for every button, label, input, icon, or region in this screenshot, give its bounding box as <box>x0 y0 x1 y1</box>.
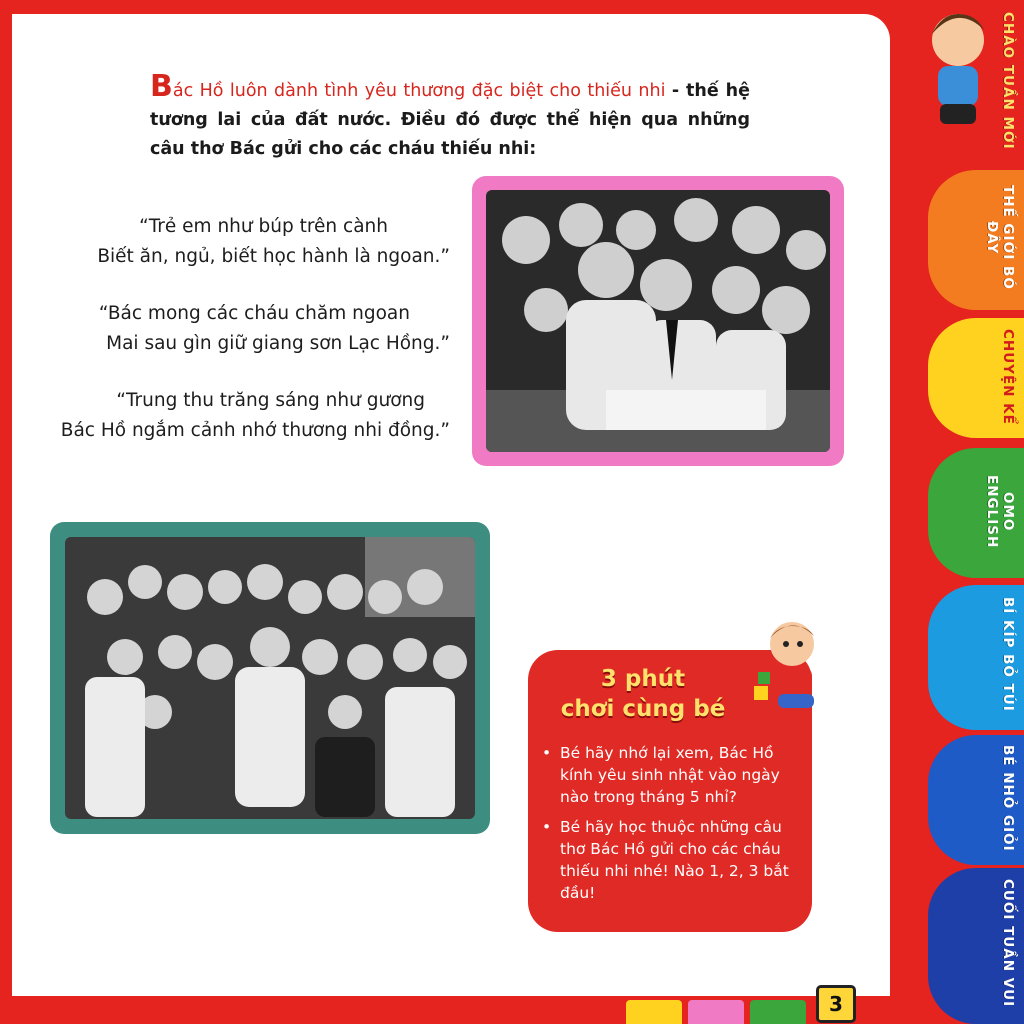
poem-1-line-1: “Trẻ em như búp trên cành <box>139 216 388 237</box>
section-tabs <box>928 0 1024 1024</box>
poem-3-line-2: Bác Hồ ngắm cảnh nhớ thương nhi đồng.” <box>60 420 450 441</box>
photo-frame-top <box>472 176 844 466</box>
footer-block-1 <box>626 1000 682 1024</box>
boy-with-blocks-illustration <box>748 620 828 720</box>
tab-bi-kip-bo-tui[interactable] <box>928 585 1024 730</box>
poem-3 <box>30 386 450 446</box>
tab-label-omo-english: OMO ENGLISH <box>984 474 1016 548</box>
tab-label-bi-kip-bo-tui: BÍ KÍP BỎ TÚI <box>1000 597 1016 713</box>
tab-be-nho-gioi[interactable] <box>928 735 1024 865</box>
tab-label-chuyen-ke: CHUYỆN KỂ <box>1000 328 1016 425</box>
game-title-line-1: 3 phút <box>600 666 686 692</box>
photo-children-group-2 <box>65 537 475 819</box>
tab-chuyen-ke[interactable] <box>928 318 1024 438</box>
photo-children-group-1 <box>486 190 830 452</box>
tab-label-be-nho-gioi: BÉ NHỎ GIỎI <box>1000 744 1016 852</box>
poem-1 <box>30 212 450 272</box>
tab-chao-tuan-moi[interactable] <box>928 0 1024 170</box>
intro-first-line: Bác Hồ luôn dành tình yêu thương đặc biệt cho thiếu nhi <box>150 69 666 104</box>
game-item-1: • Bé hãy nhớ lại xem, Bác Hồ kính yêu sinh nhật vào ngày nào trong tháng 5 nhỉ? <box>542 742 792 808</box>
red-edge <box>890 0 930 1024</box>
tab-the-gioi-bo-day[interactable] <box>928 170 1024 310</box>
intro-rest: - thế hệ tương lai của đất nước. Điều đó được thể hiện qua những câu thơ Bác gửi cho các cháu thiếu nhi: <box>150 81 750 159</box>
page-number: 3 <box>816 985 856 1023</box>
game-title-line-2: chơi cùng bé <box>560 696 726 722</box>
poem-2 <box>30 299 450 359</box>
tab-label-the-gioi-bo-day: THẾ GIỚI BÓ ĐÂY <box>984 185 1016 290</box>
drop-cap: B <box>150 69 173 104</box>
game-item-2: • Bé hãy học thuộc những câu thơ Bác Hồ gửi cho các cháu thiếu nhi nhé! Nào 1, 2, 3 bắt đầu! <box>542 816 792 904</box>
photo-frame-bottom <box>50 522 490 834</box>
tab-omo-english[interactable] <box>928 448 1024 578</box>
footer-block-3 <box>750 1000 806 1024</box>
tab-label-chao-tuan-moi: CHÀO TUẦN MỚI <box>1000 11 1016 150</box>
game-list <box>542 742 792 912</box>
poems <box>30 212 450 473</box>
intro-paragraph <box>150 69 750 164</box>
tab-label-cuoi-tuan-vui: CUỐI TUẦN VUI <box>1000 878 1016 1007</box>
game-box <box>528 650 812 932</box>
footer-block-2 <box>688 1000 744 1024</box>
tab-cuoi-tuan-vui[interactable] <box>928 868 1024 1024</box>
poem-1-line-2: Biết ăn, ngủ, biết học hành là ngoan.” <box>97 246 450 267</box>
poem-3-line-1: “Trung thu trăng sáng như gương <box>116 390 425 411</box>
poem-2-line-2: Mai sau gìn giữ giang sơn Lạc Hồng.” <box>106 333 450 354</box>
game-title <box>528 664 758 724</box>
poem-2-line-1: “Bác mong các cháu chăm ngoan <box>98 303 410 324</box>
